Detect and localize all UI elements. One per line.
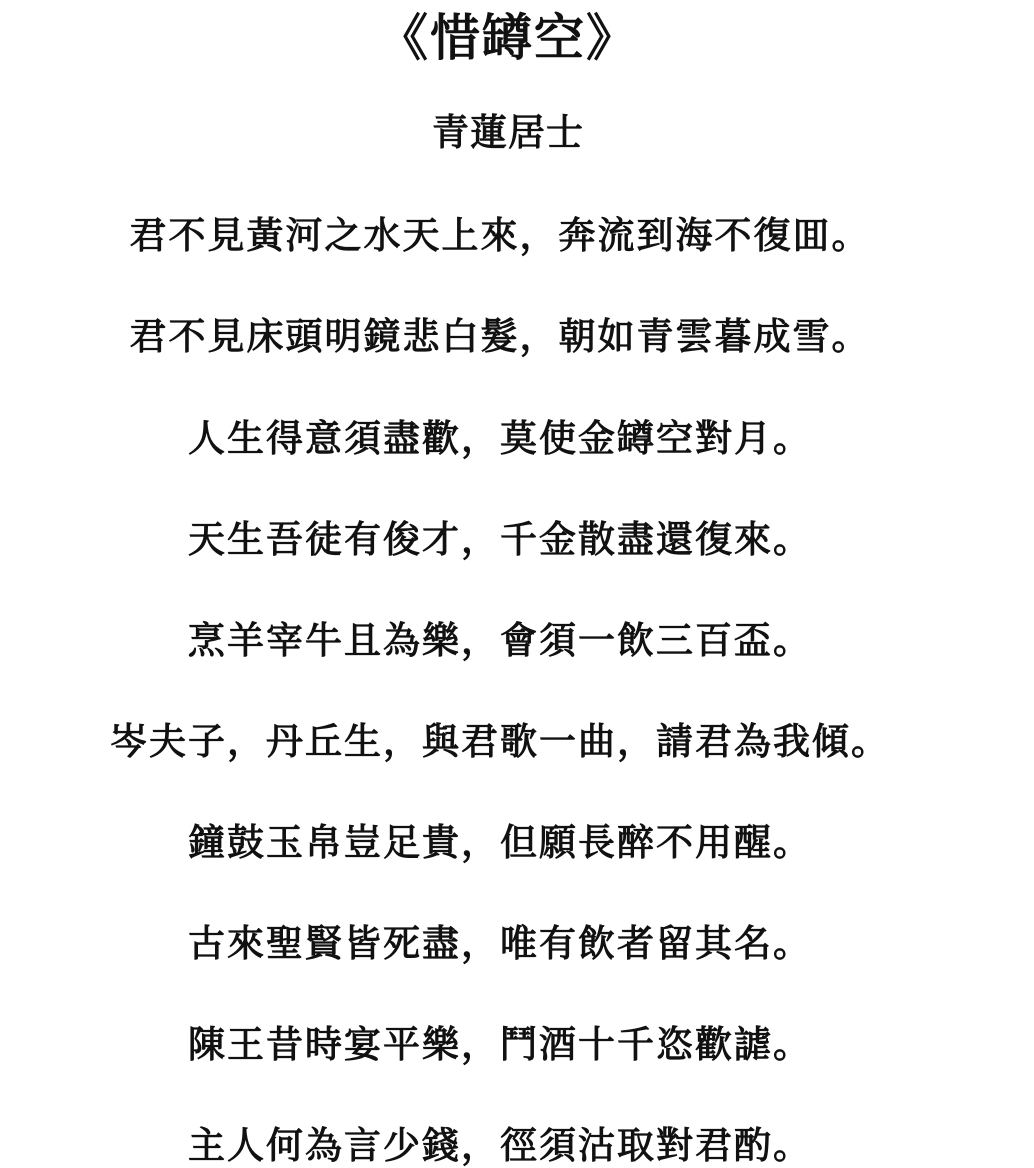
- poem-line: 岑夫子，丹丘生，與君歌一曲，請君為我傾。: [110, 719, 890, 763]
- poem-line: 古來聖賢皆死盡，唯有飲者留其名。: [188, 921, 812, 965]
- poem-line: 鐘鼓玉帛豈足貴，但願長醉不用醒。: [188, 820, 812, 864]
- poem-line: 烹羊宰牛且為樂，會須一飲三百盃。: [188, 618, 812, 662]
- poem-line: 君不見床頭明鏡悲白髮，朝如青雲暮成雪。: [129, 314, 871, 358]
- poem-line: 天生吾徒有俊才，千金散盡還復來。: [188, 517, 812, 561]
- poem-line: 人生得意須盡歡，莫使金罇空對月。: [188, 416, 812, 460]
- poem-line: 君不見黃河之水天上來，奔流到海不復囬。: [129, 213, 871, 257]
- poem-line: 陳王昔時宴平樂，鬥酒十千恣歡謔。: [188, 1022, 812, 1066]
- poem-title: 《惜罇空》: [378, 8, 638, 67]
- poem-author: 青蓮居士: [432, 110, 584, 154]
- poem-line: 主人何為言少錢，徑須沽取對君酌。: [188, 1123, 812, 1167]
